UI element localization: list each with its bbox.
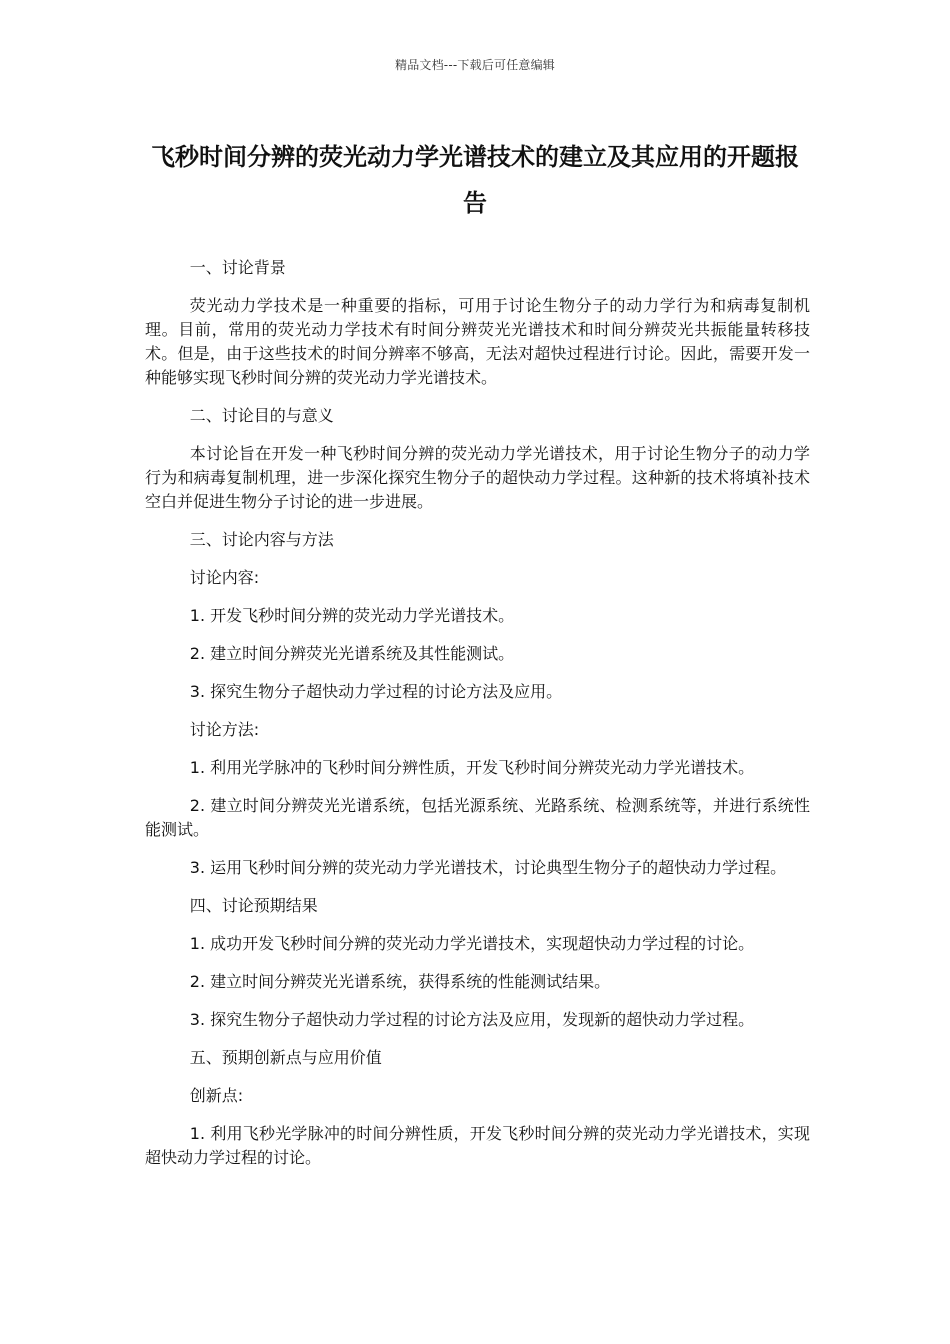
result-item-3: 3. 探究生物分子超快动力学过程的讨论方法及应用，发现新的超快动力学过程。 [189,1010,755,1029]
subheading-method: 讨论方法: [189,720,260,739]
subheading-innovation: 创新点: [189,1086,244,1105]
method-item-1: 1. 利用光学脉冲的飞秒时间分辨性质，开发飞秒时间分辨荧光动力学光谱技术。 [189,758,755,777]
subheading-content: 讨论内容: [189,568,260,587]
method-item-3: 3. 运用飞秒时间分辨的荧光动力学光谱技术，讨论典型生物分子的超快动力学过程。 [189,858,787,877]
result-item-2: 2. 建立时间分辨荧光光谱系统，获得系统的性能测试结果。 [189,972,611,991]
section-heading-background: 一、讨论背景 [189,258,286,277]
header-note: 精品文档---下载后可任意编辑 [395,58,555,72]
paragraph-purpose: 本讨论旨在开发一种飞秒时间分辨的荧光动力学光谱技术，用于讨论生物分子的动力学行为和病毒复制机理，进一步深化探究生物分子的超快动力学过程。这种新的技术将填补技术空白并促进生物分子讨论的进一步进展。 [145,444,810,511]
content-item-2: 2. 建立时间分辨荧光光谱系统及其性能测试。 [189,644,515,663]
section-heading-innovation: 五、预期创新点与应用价值 [189,1048,382,1067]
innovation-item-1: 1. 利用飞秒光学脉冲的时间分辨性质，开发飞秒时间分辨的荧光动力学光谱技术，实现超快动力学过程的讨论。 [145,1124,810,1167]
section-heading-content-method: 三、讨论内容与方法 [189,530,334,549]
section-heading-expected-results: 四、讨论预期结果 [189,896,318,915]
section-heading-purpose: 二、讨论目的与意义 [189,406,334,425]
method-item-2: 2. 建立时间分辨荧光光谱系统，包括光源系统、光路系统、检测系统等，并进行系统性能测试。 [145,796,810,839]
document-body [145,256,810,1184]
paragraph-background: 荧光动力学技术是一种重要的指标，可用于讨论生物分子的动力学行为和病毒复制机理。目前，常用的荧光动力学技术有时间分辨荧光光谱技术和时间分辨荧光共振能量转移技术。但是，由于这些技术的时间分辨率不够高，无法对超快过程进行讨论。因此，需要开发一种能够实现飞秒时间分辨的荧光动力学光谱技术。 [145,296,810,387]
content-item-3: 3. 探究生物分子超快动力学过程的讨论方法及应用。 [189,682,563,701]
document-title: 飞秒时间分辨的荧光动力学光谱技术的建立及其应用的开题报告 [151,143,799,217]
content-item-1: 1. 开发飞秒时间分辨的荧光动力学光谱技术。 [189,606,515,625]
result-item-1: 1. 成功开发飞秒时间分辨的荧光动力学光谱技术，实现超快动力学过程的讨论。 [189,934,755,953]
